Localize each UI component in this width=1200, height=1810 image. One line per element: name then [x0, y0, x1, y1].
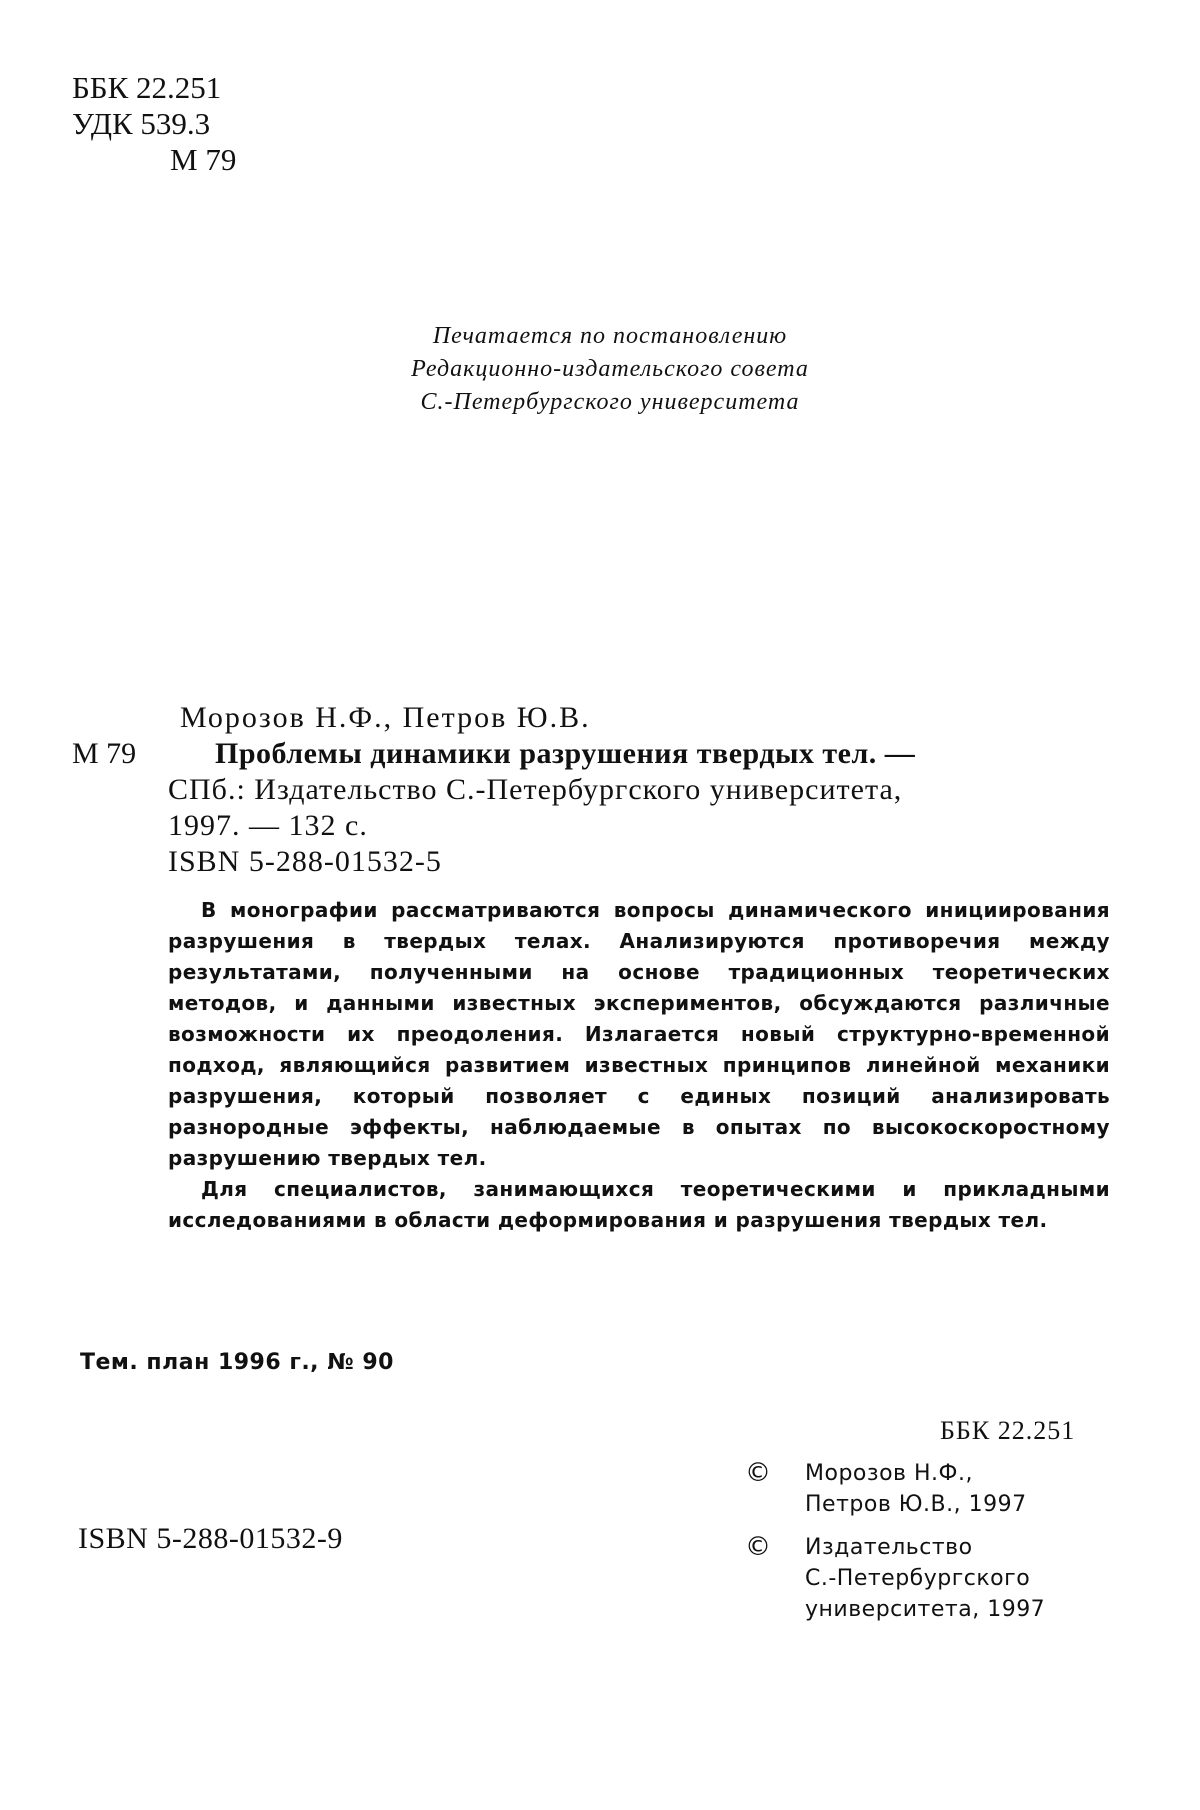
udk-code: УДК 539.3	[72, 106, 211, 141]
imprint-line: Редакционно-издательского совета	[411, 356, 809, 382]
isbn-bottom: ISBN 5-288-01532-9	[78, 1522, 343, 1555]
imprint-line: Печатается по постановлению	[432, 323, 788, 349]
imprint-note	[300, 320, 920, 419]
imprint-line: С.-Петербургского университета	[420, 389, 800, 415]
copyright-publisher	[745, 1532, 1045, 1625]
copyright-line: университета, 1997	[805, 1597, 1046, 1622]
entry-mark: М 79	[72, 737, 137, 770]
copyright-authors	[745, 1458, 1045, 1520]
copyright-icon: ©	[745, 1458, 772, 1488]
bbk-code: ББК 22.251	[72, 70, 222, 105]
annotation	[168, 895, 1110, 1236]
copyright-line: С.-Петербургского	[805, 1566, 1031, 1591]
copyright-line: Издательство	[805, 1535, 973, 1560]
publisher-line: СПб.: Издательство С.-Петербургского университета,	[168, 773, 903, 806]
bbk-bottom: ББК 22.251	[940, 1416, 1076, 1445]
year-pages: 1997. — 132 с.	[168, 809, 368, 842]
copyright-icon: ©	[745, 1532, 772, 1562]
copyright-line: Петров Ю.В., 1997	[805, 1492, 1027, 1517]
isbn-entry: ISBN 5-288-01532-5	[168, 845, 442, 878]
author-mark: М 79	[170, 142, 237, 177]
catalog-codes	[72, 70, 236, 178]
copyright-block	[745, 1458, 1045, 1637]
tem-plan: Тем. план 1996 г., № 90	[80, 1350, 394, 1375]
authors: Морозов Н.Ф., Петров Ю.В.	[180, 701, 591, 734]
annotation-paragraph: В монографии рассматриваются вопросы динамического инициирования разрушения в твердых телах. Анализируются противоречия между результатами, полученными на основе традиционных теоретических методов, и данными известных экспериментов, обсуждаются различные возможности их преодоления. Излагается новый структурно-временной подход, являющийся развитием известных принципов линейной механики разрушения, который позволяет с единых позиций анализировать разнородные эффекты, наблюдаемые в опытах по высокоскоростному разрушению твердых тел.	[168, 898, 1110, 1170]
bibliographic-entry	[0, 700, 1200, 880]
book-title: Проблемы динамики разрушения твердых тел. —	[215, 737, 916, 770]
annotation-paragraph: Для специалистов, занимающихся теоретическими и прикладными исследованиями в области деформирования и разрушения твердых тел.	[168, 1177, 1110, 1232]
copyright-line: Морозов Н.Ф.,	[805, 1461, 973, 1486]
